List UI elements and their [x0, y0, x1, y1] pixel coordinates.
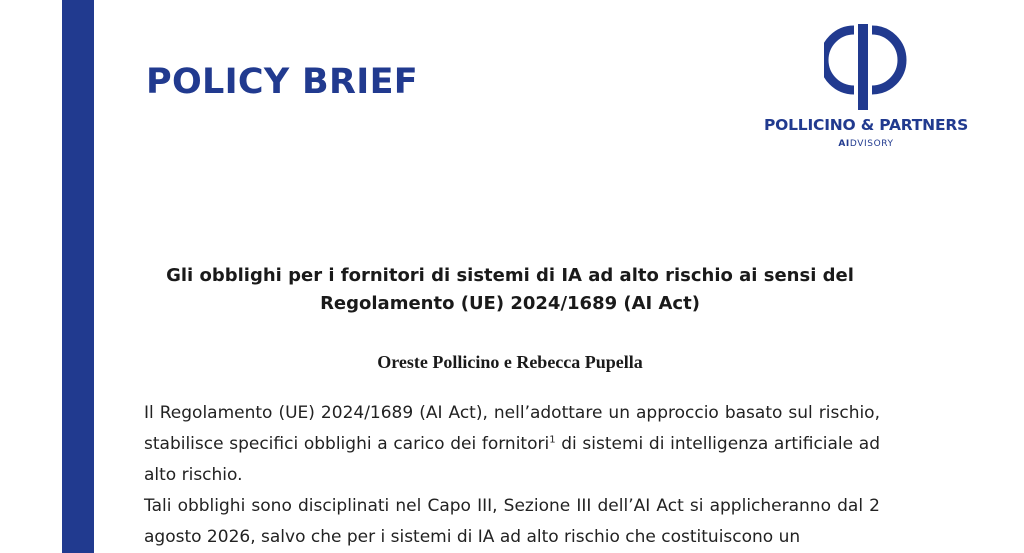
logo-subtitle: [748, 139, 984, 149]
logo-name: POLLICINO & PARTNERS: [763, 116, 969, 134]
paragraph-1-start: Il Regolamento (UE) 2024/1689 (AI Act), nell’adottare un approccio basato sul rischio, stabilisce specifici obblighi a carico dei fornitori: [144, 403, 880, 454]
firm-logo: [748, 18, 984, 158]
title-line-1: Gli obblighi per i fornitori di sistemi di IA ad alto rischio ai sensi del: [166, 265, 854, 286]
document-title: [130, 262, 890, 318]
logo-subtitle-bold: AI: [838, 139, 850, 149]
paragraph-1: [144, 398, 880, 491]
paragraph-1-end: di sistemi di intelligenza artificiale ad alto rischio.: [144, 434, 880, 485]
paragraph-2: Tali obblighi sono disciplinati nel Capo III, Sezione III dell’AI Act si applicheranno dal 2 agosto 2026, salvo che per i sistemi di IA ad alto rischio che costituiscono un: [144, 496, 880, 547]
monogram-p-icon: [824, 18, 908, 112]
authors: Oreste Pollicino e Rebecca Pupella: [377, 352, 643, 372]
policy-brief-label: POLICY BRIEF: [146, 62, 419, 102]
side-accent-bar: [62, 0, 94, 553]
footnote-marker[interactable]: 1: [549, 434, 556, 446]
title-line-2: Regolamento (UE) 2024/1689 (AI Act): [320, 293, 700, 314]
logo-subtitle-rest: DVISORY: [849, 139, 894, 149]
